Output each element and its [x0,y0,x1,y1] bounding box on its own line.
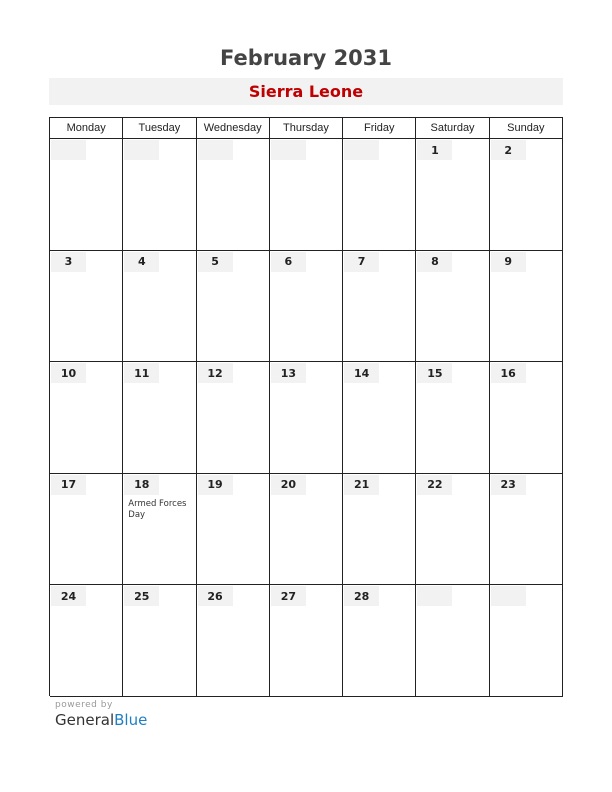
day-number [417,586,452,606]
day-cell [490,585,563,697]
day-number [344,140,379,160]
page-title: February 2031 [219,46,393,70]
day-cell [270,474,343,586]
day-cell [270,362,343,474]
day-number: 16 [491,363,526,383]
day-cell [270,585,343,697]
day-number: 22 [417,475,452,495]
day-number: 3 [51,252,86,272]
weekday-header-sunday: Sunday [490,118,563,139]
day-cell [343,251,416,363]
day-number: 24 [51,586,86,606]
day-number: 13 [271,363,306,383]
weekday-header-wednesday: Wednesday [197,118,270,139]
day-number [271,140,306,160]
day-number: 26 [198,586,233,606]
day-cell [123,139,196,251]
calendar-weeks [50,139,563,697]
day-number: 8 [417,252,452,272]
day-number: 27 [271,586,306,606]
day-number: 9 [491,252,526,272]
day-cell [50,585,123,697]
day-cell [343,139,416,251]
day-cell [490,251,563,363]
day-number [124,140,159,160]
day-number [491,586,526,606]
week-row [50,251,563,363]
day-number: 10 [51,363,86,383]
day-number: 17 [51,475,86,495]
weekday-header-friday: Friday [343,118,416,139]
brand-general: General [55,711,115,729]
day-number: 4 [124,252,159,272]
day-cell [123,585,196,697]
day-cell [123,474,196,586]
day-cell [50,474,123,586]
week-row [50,139,563,251]
day-cell [416,474,489,586]
day-cell [123,362,196,474]
calendar-grid [49,117,563,696]
day-number: 7 [344,252,379,272]
day-cell [490,474,563,586]
day-number: 5 [198,252,233,272]
day-number: 15 [417,363,452,383]
day-cell [416,251,489,363]
day-number: 20 [271,475,306,495]
day-cell [490,139,563,251]
day-number: 12 [198,363,233,383]
day-cell [197,585,270,697]
day-cell [343,585,416,697]
country-banner [49,78,563,105]
day-number: 1 [417,140,452,160]
day-cell [197,251,270,363]
day-number: 19 [198,475,233,495]
day-number: 18 [124,475,159,495]
day-number: 11 [124,363,159,383]
week-row [50,362,563,474]
week-row [50,585,563,697]
day-cell [270,139,343,251]
day-number [198,140,233,160]
day-cell [50,139,123,251]
day-number: 14 [344,363,379,383]
day-number: 21 [344,475,379,495]
day-cell [50,251,123,363]
day-cell [197,139,270,251]
day-cell [270,251,343,363]
day-cell [123,251,196,363]
day-cell [50,362,123,474]
day-cell [197,362,270,474]
country-name: Sierra Leone [248,82,364,101]
day-cell [416,139,489,251]
week-row [50,474,563,586]
weekday-header-monday: Monday [50,118,123,139]
day-number: 25 [124,586,159,606]
holiday-label: Armed Forces Day [128,498,187,520]
day-number: 2 [491,140,526,160]
day-cell [490,362,563,474]
day-number [51,140,86,160]
day-cell [343,474,416,586]
footer [55,700,147,729]
powered-by-text: powered by [55,700,113,710]
day-cell [416,585,489,697]
weekday-header-row [50,118,563,139]
day-number: 28 [344,586,379,606]
weekday-header-saturday: Saturday [416,118,489,139]
weekday-header-thursday: Thursday [270,118,343,139]
day-cell [416,362,489,474]
weekday-header-tuesday: Tuesday [123,118,196,139]
day-cell [343,362,416,474]
day-cell [197,474,270,586]
day-number: 23 [491,475,526,495]
day-number: 6 [271,252,306,272]
brand-logo [55,711,147,729]
brand-blue: Blue [114,711,148,729]
